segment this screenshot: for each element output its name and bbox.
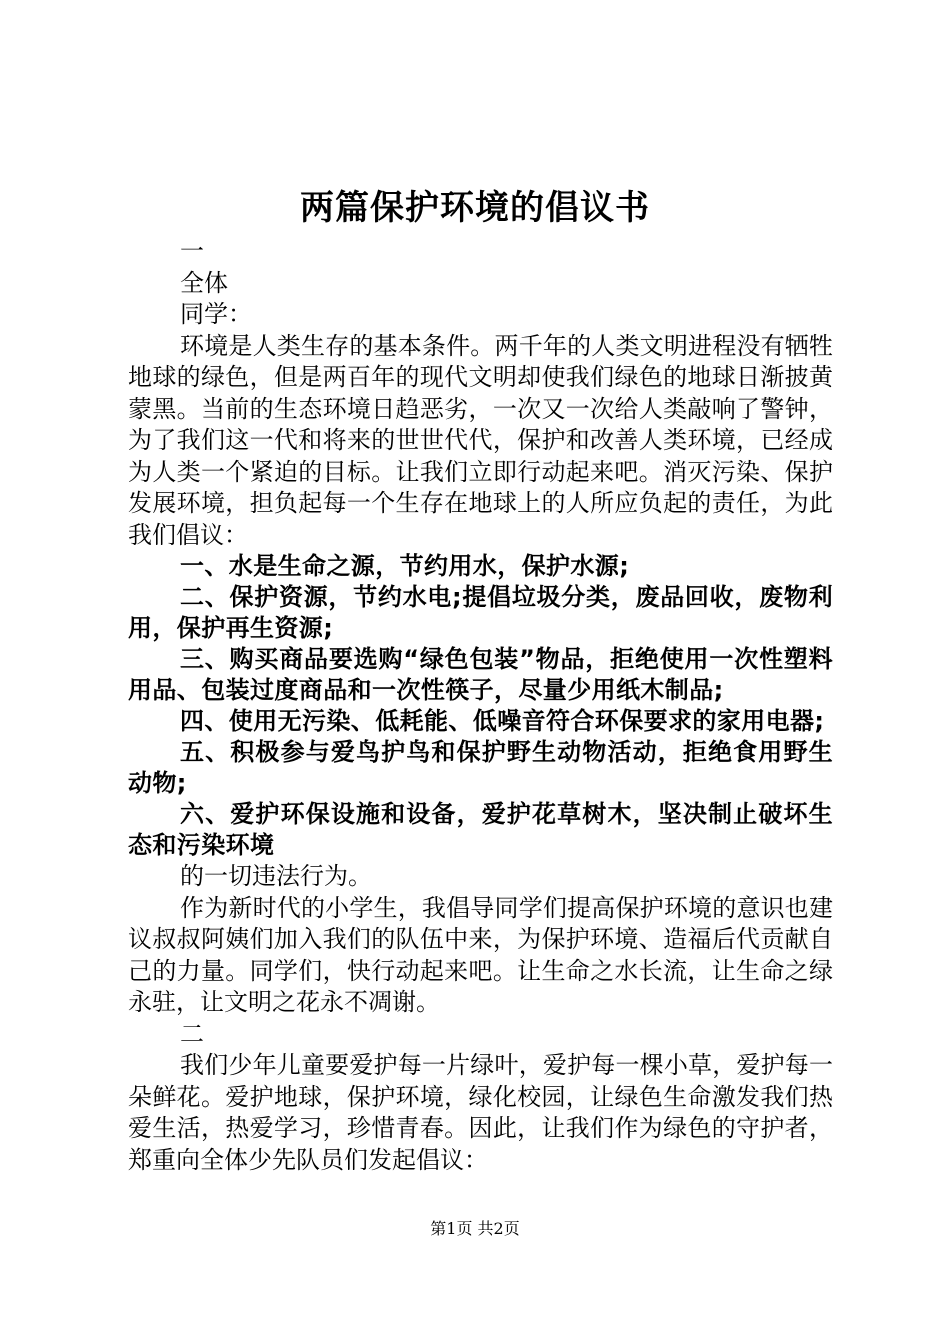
section-marker-two: 二 [180, 1019, 204, 1048]
section-marker-one: 一 [180, 237, 204, 265]
page-footer: 第1页 共2页 [430, 1219, 520, 1238]
proposal-tail: 的一切违法行为。 [180, 862, 372, 890]
closing-paragraph: 作为新时代的小学生，我倡导同学们提高保护环境的意识也建议叔叔阿姨们加入我们的队伍中来，为保护环境、造福后代贡献自己的力量。同学们，快行动起来吧。让生命之水长流，让生命之绿永驻，让文明之花永不凋谢。 [128, 893, 833, 1016]
proposal-item: 六、爱护环保设施和设备，爱护花草树木，坚决制止破坏生态和污染环境 [128, 800, 833, 859]
proposal-item: 一、水是生命之源，节约用水，保护水源; [180, 552, 630, 580]
salutation-line-2: 同学： [180, 300, 252, 328]
intro-paragraph: 环境是人类生存的基本条件。两千年的人类文明进程没有牺牲地球的绿色，但是两百年的现代文明却使我们绿色的地球日渐披黄蒙黑。当前的生态环境日趋恶劣，一次又一次给人类敲响了警钟，为了我们这一代和将来的世世代代，保护和改善人类环境，已经成为人类一个紧迫的目标。让我们立即行动起来吧。消灭污染、保护发展环境，担负起每一个生存在地球上的人所应负起的责任，为此我们倡议： [128, 331, 833, 549]
proposal-item: 二、保护资源，节约水电;提倡垃圾分类，废品回收，废物利用，保护再生资源; [128, 583, 833, 642]
salutation-line-1: 全体 [180, 268, 228, 297]
section2-intro-paragraph: 我们少年儿童要爱护每一片绿叶，爱护每一棵小草，爱护每一朵鲜花。爱护地球，保护环境，绿化校园，让绿色生命激发我们热爱生活，热爱学习，珍惜青春。因此，让我们作为绿色的守护者，郑重向全体少先队员们发起倡议： [128, 1051, 833, 1174]
page-title: 两篇保护环境的倡议书 [300, 188, 650, 228]
proposal-item: 五、积极参与爱鸟护鸟和保护野生动物活动，拒绝食用野生动物; [128, 738, 833, 797]
document-body [128, 236, 833, 1176]
proposal-item: 四、使用无污染、低耗能、低噪音符合环保要求的家用电器; [180, 707, 825, 735]
proposal-item: 三、购买商品要选购“绿色包装”物品，拒绝使用一次性塑料用品、包装过度商品和一次性筷子，尽量少用纸木制品; [128, 645, 833, 704]
